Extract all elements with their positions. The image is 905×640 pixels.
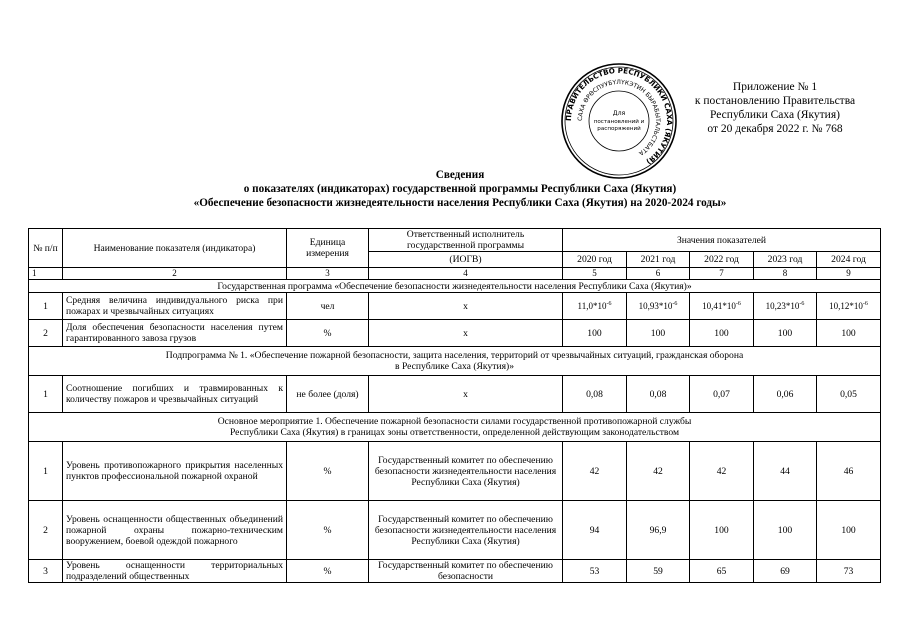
heading-title: Сведения — [435, 169, 485, 181]
row-value: 59 — [627, 560, 690, 583]
row-value: 73 — [817, 560, 881, 583]
row-value: 100 — [690, 501, 754, 560]
header-values: Значения показателей — [563, 229, 881, 252]
section-row — [29, 280, 881, 293]
row-num: 1 — [29, 293, 63, 320]
row-value: 0,06 — [754, 376, 817, 413]
svg-text:распоряжений: распоряжений — [597, 126, 641, 132]
row-responsible: Государственный комитет по обеспечению безопасности — [369, 560, 563, 583]
column-number: 3 — [287, 268, 369, 280]
heading-line-2: о показателях (индикаторах) государственной программы Республики Саха (Якутия) — [243, 183, 677, 195]
row-num: 1 — [29, 376, 63, 413]
column-number: 5 — [563, 268, 627, 280]
column-number: 9 — [817, 268, 881, 280]
table-row — [29, 293, 881, 320]
row-value: 42 — [627, 442, 690, 501]
column-number: 6 — [627, 268, 690, 280]
row-value: 0,08 — [627, 376, 690, 413]
row-num: 2 — [29, 320, 63, 347]
row-value: 42 — [690, 442, 754, 501]
svg-text:ПРАВИТЕЛЬСТВО РЕСПУБЛИКИ САХА: ПРАВИТЕЛЬСТВО РЕСПУБЛИКИ САХА (ЯКУТИЯ) — [563, 65, 675, 167]
row-num: 1 — [29, 442, 63, 501]
row-value: 100 — [690, 320, 754, 347]
row-responsible: х — [369, 376, 563, 413]
appendix-line-1: Приложение № 1 — [732, 81, 818, 93]
row-unit: % — [287, 442, 369, 501]
row-value: 0,07 — [690, 376, 754, 413]
appendix-line-4: от 20 декабря 2022 г. № 768 — [707, 123, 843, 135]
header-year: 2024 год — [817, 252, 881, 268]
row-name: Уровень противопожарного прикрытия населенных пунктов профессиональной пожарной охраной — [63, 442, 287, 501]
row-responsible: х — [369, 293, 563, 320]
header-year: 2022 год — [690, 252, 754, 268]
row-num: 2 — [29, 501, 63, 560]
row-unit: чел — [287, 293, 369, 320]
section-row — [29, 347, 881, 376]
row-name: Уровень оснащенности территориальных подразделений общественных — [63, 560, 287, 583]
row-unit: % — [287, 320, 369, 347]
section-row — [29, 413, 881, 442]
svg-text:Для: Для — [612, 110, 626, 117]
row-value: 100 — [627, 320, 690, 347]
row-value: $11,0*10^{-6}$ — [563, 293, 627, 320]
row-name: Соотношение погибших и травмированных к количеству пожаров и чрезвычайных ситуаций — [63, 376, 287, 413]
row-value: 53 — [563, 560, 627, 583]
column-number: 8 — [754, 268, 817, 280]
row-value: 96,9 — [627, 501, 690, 560]
heading-line-3: «Обеспечение безопасности жизнедеятельности населения Республики Саха (Якутия) на 2020-2024 годы» — [193, 197, 727, 209]
row-value: 42 — [563, 442, 627, 501]
appendix-note — [690, 80, 860, 136]
column-number-row — [29, 268, 881, 280]
row-value: 65 — [690, 560, 754, 583]
row-value: 0,05 — [817, 376, 881, 413]
header-responsible-sub: (ИОГВ) — [369, 252, 563, 268]
appendix-line-2: к постановлению Правительства — [694, 95, 856, 107]
row-num: 3 — [29, 560, 63, 583]
row-name: Доля обеспечения безопасности населения путем гарантированного завоза грузов — [63, 320, 287, 347]
row-responsible: х — [369, 320, 563, 347]
document-heading — [90, 168, 830, 210]
header-responsible: Ответственный исполнитель государственной программы — [369, 229, 563, 252]
row-value: 44 — [754, 442, 817, 501]
table-row — [29, 320, 881, 347]
column-number: 1 — [29, 268, 63, 280]
official-seal-stamp — [560, 62, 678, 180]
column-number: 7 — [690, 268, 754, 280]
column-number: 4 — [369, 268, 563, 280]
row-unit: % — [287, 560, 369, 583]
row-value: 100 — [817, 320, 881, 347]
row-name: Уровень оснащенности общественных объединений пожарной охраны пожарно-техническим вооружением, боевой одеждой пожарного — [63, 501, 287, 560]
row-value: 94 — [563, 501, 627, 560]
table-row — [29, 442, 881, 501]
header-unit: Единица измерения — [287, 229, 369, 268]
header-num: № п/п — [29, 229, 63, 268]
table-row — [29, 376, 881, 413]
row-value: $10,23*10^{-6}$ — [754, 293, 817, 320]
table-row — [29, 560, 881, 583]
row-value: $10,12*10^{-6}$ — [817, 293, 881, 320]
column-number: 2 — [63, 268, 287, 280]
section-activity-title: Основное мероприятие 1. Обеспечение пожарной безопасности силами государственной противопожарной службы Республики Саха (Якутия) в границах зоны ответственности, определенной действующим законодательством — [29, 413, 881, 442]
row-responsible: Государственный комитет по обеспечению безопасности жизнедеятельности населения Республики Саха (Якутия) — [369, 501, 563, 560]
row-value: $10,93*10^{-6}$ — [627, 293, 690, 320]
row-value: 100 — [754, 320, 817, 347]
row-name: Средняя величина индивидуального риска при пожарах и чрезвычайных ситуациях — [63, 293, 287, 320]
section-subprogram-title: Подпрограмма № 1. «Обеспечение пожарной безопасности, защита населения, территорий от чрезвычайных ситуаций, гражданская оборона в Республике Саха (Якутия)» — [29, 347, 881, 376]
row-value: 100 — [817, 501, 881, 560]
header-year: 2021 год — [627, 252, 690, 268]
row-value: 46 — [817, 442, 881, 501]
row-unit: не более (доля) — [287, 376, 369, 413]
table-row — [29, 501, 881, 560]
row-value: 100 — [563, 320, 627, 347]
svg-text:постановлений и: постановлений и — [593, 119, 645, 125]
row-responsible: Государственный комитет по обеспечению безопасности жизнедеятельности населения Республики Саха (Якутия) — [369, 442, 563, 501]
row-value: 69 — [754, 560, 817, 583]
header-year: 2023 год — [754, 252, 817, 268]
header-name: Наименование показателя (индикатора) — [63, 229, 287, 268]
svg-text:САХА ӨРӨСПУУБҮЛҮКЭТИН БЫРАБЫТА: САХА ӨРӨСПУУБҮЛҮКЭТИН БЫРАБЫТАЛЬСТБАТА — [576, 78, 662, 157]
table-header-row — [29, 229, 881, 252]
header-year: 2020 год — [563, 252, 627, 268]
indicators-table — [28, 228, 881, 583]
row-unit: % — [287, 501, 369, 560]
row-value: 100 — [754, 501, 817, 560]
row-value: $10,41*10^{-6}$ — [690, 293, 754, 320]
appendix-line-3: Республики Саха (Якутия) — [710, 109, 840, 121]
section-program-title: Государственная программа «Обеспечение безопасности жизнедеятельности населения Республики Саха (Якутия)» — [29, 280, 881, 293]
row-value: 0,08 — [563, 376, 627, 413]
